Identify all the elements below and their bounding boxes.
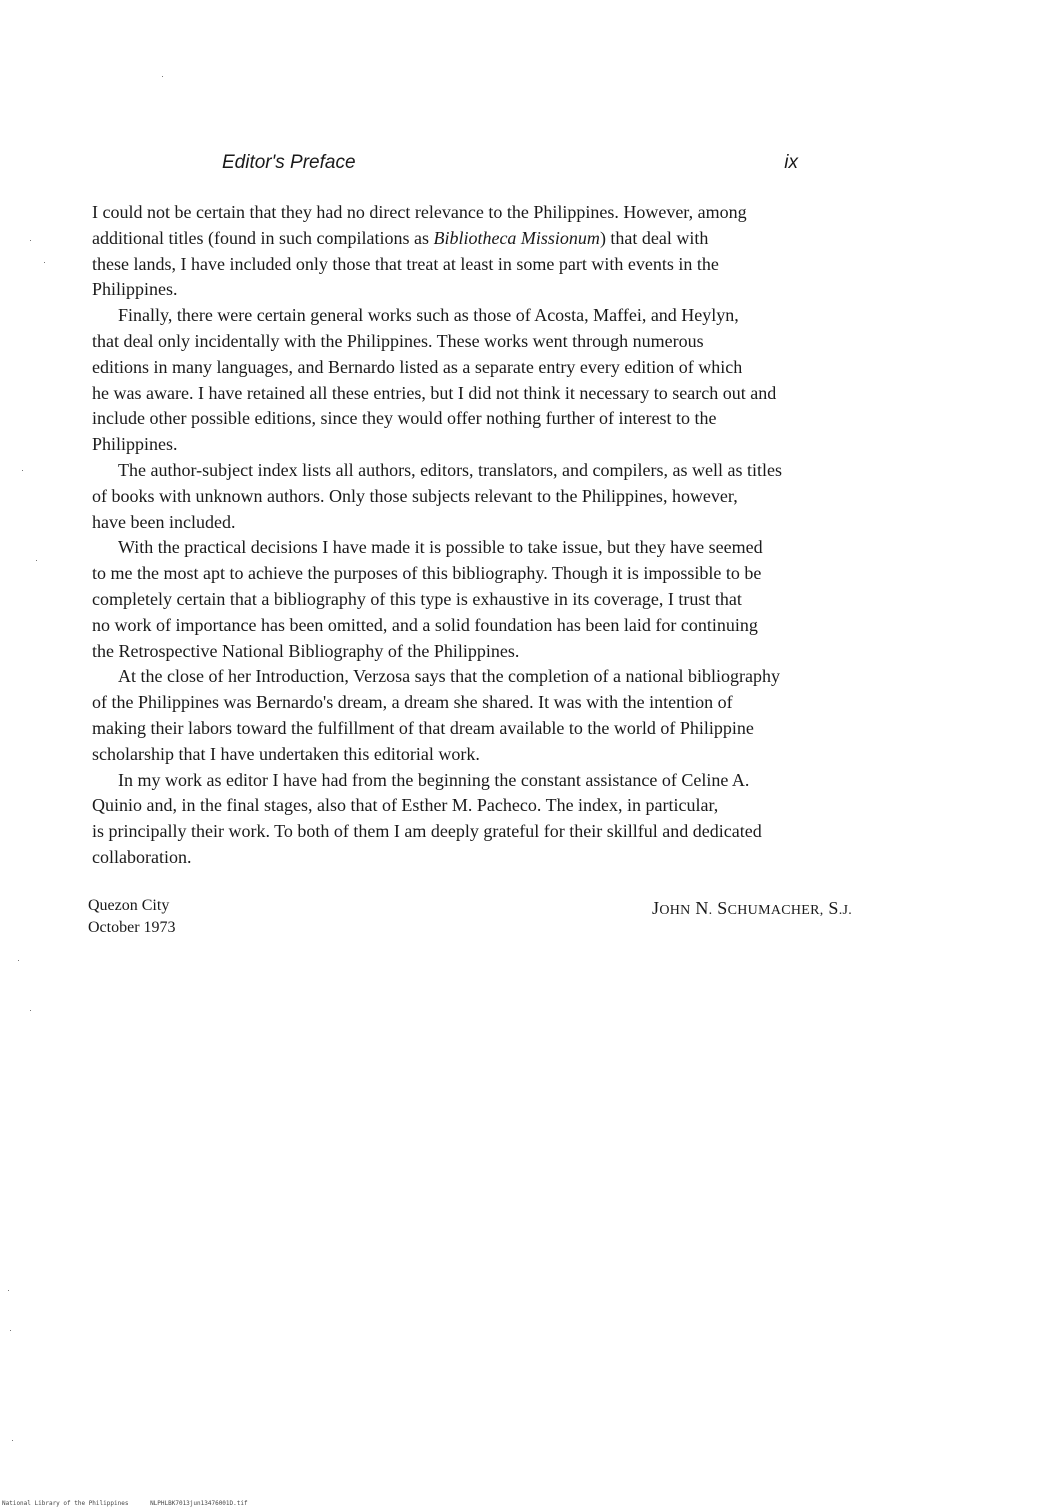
text-line: additional titles (found in such compilations as Bibliotheca Missionum) that deal with xyxy=(92,227,709,248)
text-line: that deal only incidentally with the Philippines. These works went through numerous xyxy=(92,330,704,351)
text-line: I could not be certain that they had no direct relevance to the Philippines. However, among xyxy=(92,202,747,222)
scan-speck xyxy=(8,1290,9,1291)
text-line: he was aware. I have retained all these entries, but I did not think it necessary to search out and xyxy=(92,382,777,403)
text-line: Philippines. xyxy=(92,434,178,455)
text-line: of books with unknown authors. Only those subjects relevant to the Philippines, however, xyxy=(92,485,738,506)
text-line: The author-subject index lists all authors, editors, translators, and compilers, as well as titles xyxy=(118,459,782,480)
text-line: Philippines. xyxy=(92,279,178,300)
text-line: these lands, I have included only those that treat at least in some part with events in the xyxy=(92,253,719,274)
paragraph-6 xyxy=(92,768,934,871)
running-head-title: Editor's Preface xyxy=(222,152,356,173)
running-head xyxy=(222,152,802,178)
scan-speck xyxy=(162,76,163,77)
signature-place: Quezon City xyxy=(88,897,170,914)
text-line: completely certain that a bibliography of this type is exhaustive in its coverage, I trust that xyxy=(92,588,742,609)
page-number: ix xyxy=(784,152,798,173)
text-line: the Retrospective National Bibliography of the Philippines. xyxy=(92,640,520,661)
paragraph-4 xyxy=(92,535,934,664)
paragraph-5 xyxy=(92,664,934,767)
text-line: include other possible editions, since they would offer nothing further of interest to the xyxy=(92,408,717,429)
scan-speck xyxy=(12,1440,13,1441)
signature-date: October 1973 xyxy=(88,919,176,936)
signature-place-date xyxy=(88,895,176,939)
italic-title: Bibliotheca Missionum xyxy=(433,227,600,248)
text-line: is principally their work. To both of them I am deeply grateful for their skillful and dedicated xyxy=(92,821,762,842)
scan-speck xyxy=(10,1330,11,1331)
scan-speck xyxy=(18,960,19,961)
scan-speck xyxy=(22,470,23,471)
signature-name: JOHN N. SCHUMACHER, S.J. xyxy=(652,898,853,918)
text-line: At the close of her Introduction, Verzosa says that the completion of a national bibliography xyxy=(118,666,780,687)
text-line: collaboration. xyxy=(92,846,192,867)
text-line: of the Philippines was Bernardo's dream, a dream she shared. It was with the intention of xyxy=(92,692,733,713)
text-line: Quinio and, in the final stages, also that of Esther M. Pacheco. The index, in particular, xyxy=(92,795,719,816)
text-line: editions in many languages, and Bernardo listed as a separate entry every edition of which xyxy=(92,356,743,377)
paragraph-2 xyxy=(92,303,934,458)
text-line: have been included. xyxy=(92,511,236,532)
text-line: With the practical decisions I have made it is possible to take issue, but they have seemed xyxy=(118,537,763,558)
paragraph-1 xyxy=(92,200,934,303)
scan-speck xyxy=(30,240,31,241)
body-text xyxy=(92,200,934,871)
footer-file: NLPHLBK7013jun13476001D.tif xyxy=(150,1500,248,1507)
scan-speck xyxy=(30,1010,31,1011)
text-line: to me the most apt to achieve the purposes of this bibliography. Though it is impossible to be xyxy=(92,563,762,584)
text-line: Finally, there were certain general works such as those of Acosta, Maffei, and Heylyn, xyxy=(118,305,739,326)
paragraph-3 xyxy=(92,458,934,535)
scan-speck xyxy=(44,262,45,263)
scan-speck xyxy=(36,560,37,561)
text-line: scholarship that I have undertaken this editorial work. xyxy=(92,743,480,764)
text-line: making their labors toward the fulfillment of that dream available to the world of Philippine xyxy=(92,717,754,738)
text-line: no work of importance has been omitted, and a solid foundation has been laid for continuing xyxy=(92,614,758,635)
footer-library: National Library of the Philippines xyxy=(2,1500,129,1507)
text-line: In my work as editor I have had from the beginning the constant assistance of Celine A. xyxy=(118,769,750,790)
scan-footer xyxy=(2,1500,266,1507)
